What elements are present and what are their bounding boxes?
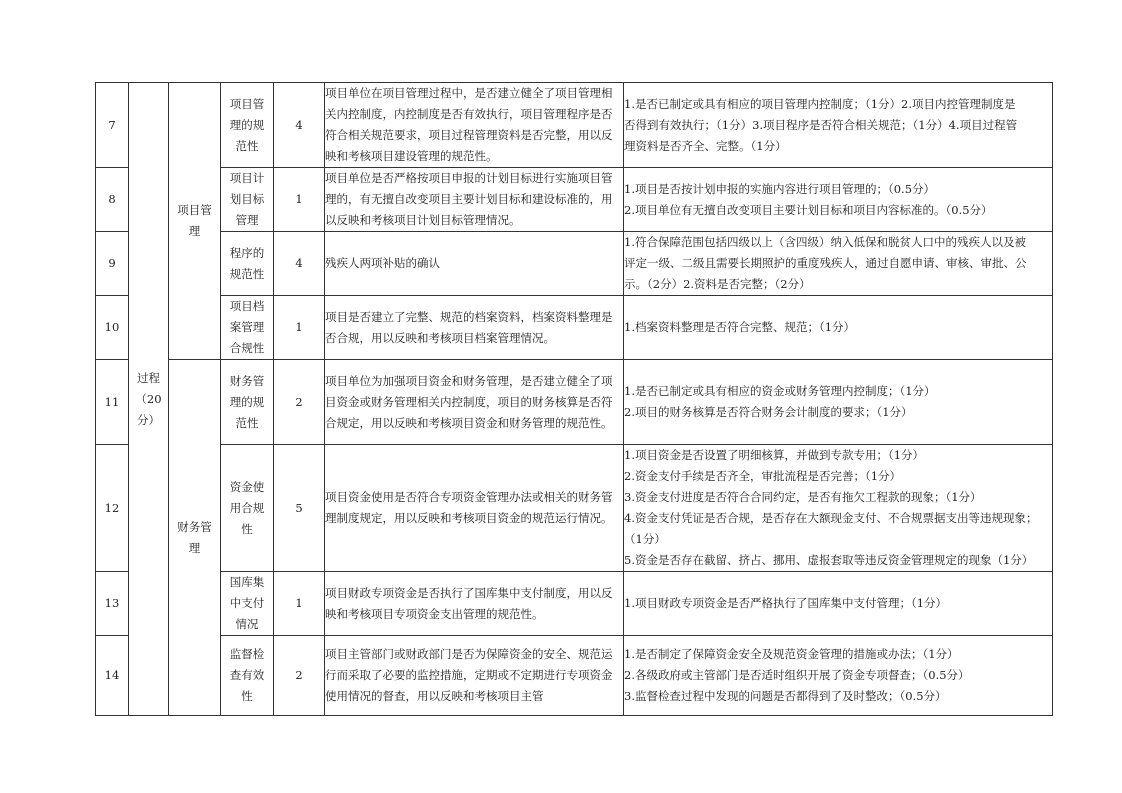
group-label-line: 财务管 [177, 519, 212, 534]
criteria-line: 2.资金支付手续是否齐全，审批流程是否完善；（1分） [624, 469, 902, 483]
row-number: 12 [96, 445, 129, 572]
score-cell: 2 [274, 360, 325, 445]
category-line: 分） [137, 412, 160, 427]
row-number: 11 [96, 360, 129, 445]
indicator-line: 程序的 [229, 245, 265, 260]
criteria-line: 1.项目资金是否设置了明细核算，并做到专款专用；（1分） [624, 448, 925, 462]
indicator-cell [221, 168, 274, 232]
criteria-cell [624, 232, 1053, 296]
description-cell: 项目单位在项目管理过程中，是否建立健全了项目管理相关内控制度，内控制度是否有效执行，项目管理程序是否符合相关规范要求，项目过程管理资料是否完整，用以反映和考核项目建设管理的规范性。 [325, 83, 624, 168]
indicator-line: 国库集 [229, 575, 265, 589]
indicator-line: 理的规 [229, 394, 265, 409]
indicator-line: 划目标 [229, 192, 265, 206]
criteria-cell [624, 168, 1053, 232]
indicator-line: 性 [241, 689, 253, 703]
score-cell: 4 [274, 83, 325, 168]
row-number: 7 [96, 83, 129, 168]
process-category-cell [129, 83, 169, 716]
indicator-line: 项目档 [229, 299, 265, 313]
score-cell: 1 [274, 572, 325, 636]
score-cell: 2 [274, 636, 325, 716]
criteria-cell [624, 572, 1053, 636]
description-cell: 残疾人两项补贴的确认 [325, 232, 624, 296]
category-line: 过程 [137, 370, 160, 385]
evaluation-table [95, 82, 1053, 716]
indicator-line: 案管理 [229, 320, 265, 334]
group-label-line: 理 [188, 540, 201, 555]
criteria-line: （1分） [624, 532, 666, 546]
row-number: 9 [96, 232, 129, 296]
indicator-cell [221, 360, 274, 445]
criteria-cell [624, 296, 1053, 360]
indicator-line: 项目计 [229, 171, 265, 185]
indicator-line: 用合规 [229, 500, 265, 515]
indicator-cell [221, 83, 274, 168]
description-cell: 项目资金使用是否符合专项资金管理办法或相关的财务管理制度规定，用以反映和考核项目资金的规范运行情况。 [325, 445, 624, 572]
indicator-line: 管理 [235, 213, 259, 227]
description-cell: 项目单位是否严格按项目申报的计划目标进行实施项目管理的，有无擅自改变项目主要计划目标和建设标准的，用以反映和考核项目计划目标管理情况。 [325, 168, 624, 232]
criteria-line: 理资料是否齐全、完整。（1分） [624, 138, 787, 153]
criteria-cell [624, 636, 1053, 716]
description-cell: 项目主管部门或财政部门是否为保障资金的安全、规范运行而采取了必要的监控措施，定期或不定期进行专项资金使用情况的督查，用以反映和考核项目主管 [325, 636, 624, 716]
indicator-cell [221, 572, 274, 636]
indicator-line: 财务管 [229, 373, 265, 388]
score-cell: 5 [274, 445, 325, 572]
indicator-cell [221, 636, 274, 716]
category-line: （20 [135, 391, 162, 406]
indicator-line: 中支付 [229, 596, 265, 610]
table-row [96, 296, 1053, 360]
criteria-line: 2.各级政府或主管部门是否适时组织开展了资金专项督查；（0.5分） [624, 668, 970, 682]
indicator-line: 查有效 [229, 668, 265, 682]
criteria-line: 示。（2分）2.资料是否完整；（2分） [624, 277, 811, 291]
indicator-line: 监督检 [229, 647, 265, 661]
group-finance-management [169, 360, 221, 716]
table-row [96, 445, 1053, 572]
group-project-management [169, 83, 221, 360]
criteria-line: 1.是否制定了保障资金安全及规范资金管理的措施或办法；（1分） [624, 647, 959, 661]
criteria-line: 1.是否已制定或具有相应的项目管理内控制度；（1分）2.项目内控管理制度是 [624, 96, 1016, 111]
description-cell: 项目是否建立了完整、规范的档案资料，档案资料整理是否合规，用以反映和考核项目档案管理情况。 [325, 296, 624, 360]
indicator-line: 性 [241, 521, 253, 536]
criteria-cell [624, 445, 1053, 572]
criteria-line: 1.档案资料整理是否符合完整、规范；（1分） [624, 320, 856, 334]
score-cell: 1 [274, 296, 325, 360]
criteria-line: 2.项目单位有无擅自改变项目主要计划目标和项目内容标准的。（0.5分） [624, 202, 993, 217]
criteria-line: 5.资金是否存在截留、挤占、挪用、虚报套取等违反资金管理规定的现象（1分） [624, 553, 1034, 567]
score-cell: 1 [274, 168, 325, 232]
indicator-line: 合规性 [229, 341, 265, 355]
table-row [96, 232, 1053, 296]
criteria-line: 1.项目财政专项资金是否严格执行了国库集中支付管理；（1分） [624, 596, 948, 610]
indicator-line: 资金使 [229, 479, 265, 494]
criteria-line: 4.资金支付凭证是否合规，是否存在大额现金支付、不合规票据支出等违规现象； [624, 511, 1038, 525]
criteria-line: 1.符合保障范围包括四级以上（含四级）纳入低保和脱贫人口中的残疾人以及被 [624, 235, 1026, 249]
indicator-line: 理的规 [229, 117, 265, 132]
indicator-line: 范性 [235, 415, 259, 430]
group-label-line: 项目管 [177, 203, 212, 217]
table-row [96, 83, 1053, 168]
table-row [96, 168, 1053, 232]
criteria-line: 2.项目的财务核算是否符合财务会计制度的要求；（1分） [624, 405, 913, 419]
indicator-line: 项目管 [229, 96, 265, 111]
table-row [96, 572, 1053, 636]
group-label-line: 理 [188, 224, 201, 238]
table-row [96, 360, 1053, 445]
row-number: 8 [96, 168, 129, 232]
indicator-cell [221, 445, 274, 572]
criteria-line: 3.监督检查过程中发现的问题是否都得到了及时整改；（0.5分） [624, 689, 947, 703]
indicator-line: 情况 [235, 617, 259, 631]
table-row [96, 636, 1053, 716]
indicator-cell [221, 296, 274, 360]
criteria-cell [624, 360, 1053, 445]
indicator-cell [221, 232, 274, 296]
description-cell: 项目单位为加强项目资金和财务管理，是否建立健全了项目资金或财务管理相关内控制度，项目的财务核算是否符合规定，用以反映和考核项目资金和财务管理的规范性。 [325, 360, 624, 445]
criteria-line: 否得到有效执行；（1分）3.项目程序是否符合相关规范；（1分）4.项目过程管 [624, 117, 1018, 132]
row-number: 14 [96, 636, 129, 716]
criteria-line: 3.资金支付进度是否符合合同约定，是否有拖欠工程款的现象；（1分） [624, 490, 982, 504]
criteria-cell [624, 83, 1053, 168]
row-number: 10 [96, 296, 129, 360]
indicator-line: 规范性 [229, 266, 265, 281]
score-cell: 4 [274, 232, 325, 296]
criteria-line: 1.是否已制定或具有相应的资金或财务管理内控制度；（1分） [624, 384, 936, 398]
row-number: 13 [96, 572, 129, 636]
criteria-line: 评定一级、二级且需要长期照护的重度残疾人，通过自愿申请、审核、审批、公 [624, 256, 1027, 270]
description-cell: 项目财政专项资金是否执行了国库集中支付制度，用以反映和考核项目专项资金支出管理的规范性。 [325, 572, 624, 636]
criteria-line: 1.项目是否按计划申报的实施内容进行项目管理的；（0.5分） [624, 181, 936, 196]
indicator-line: 范性 [235, 138, 259, 153]
